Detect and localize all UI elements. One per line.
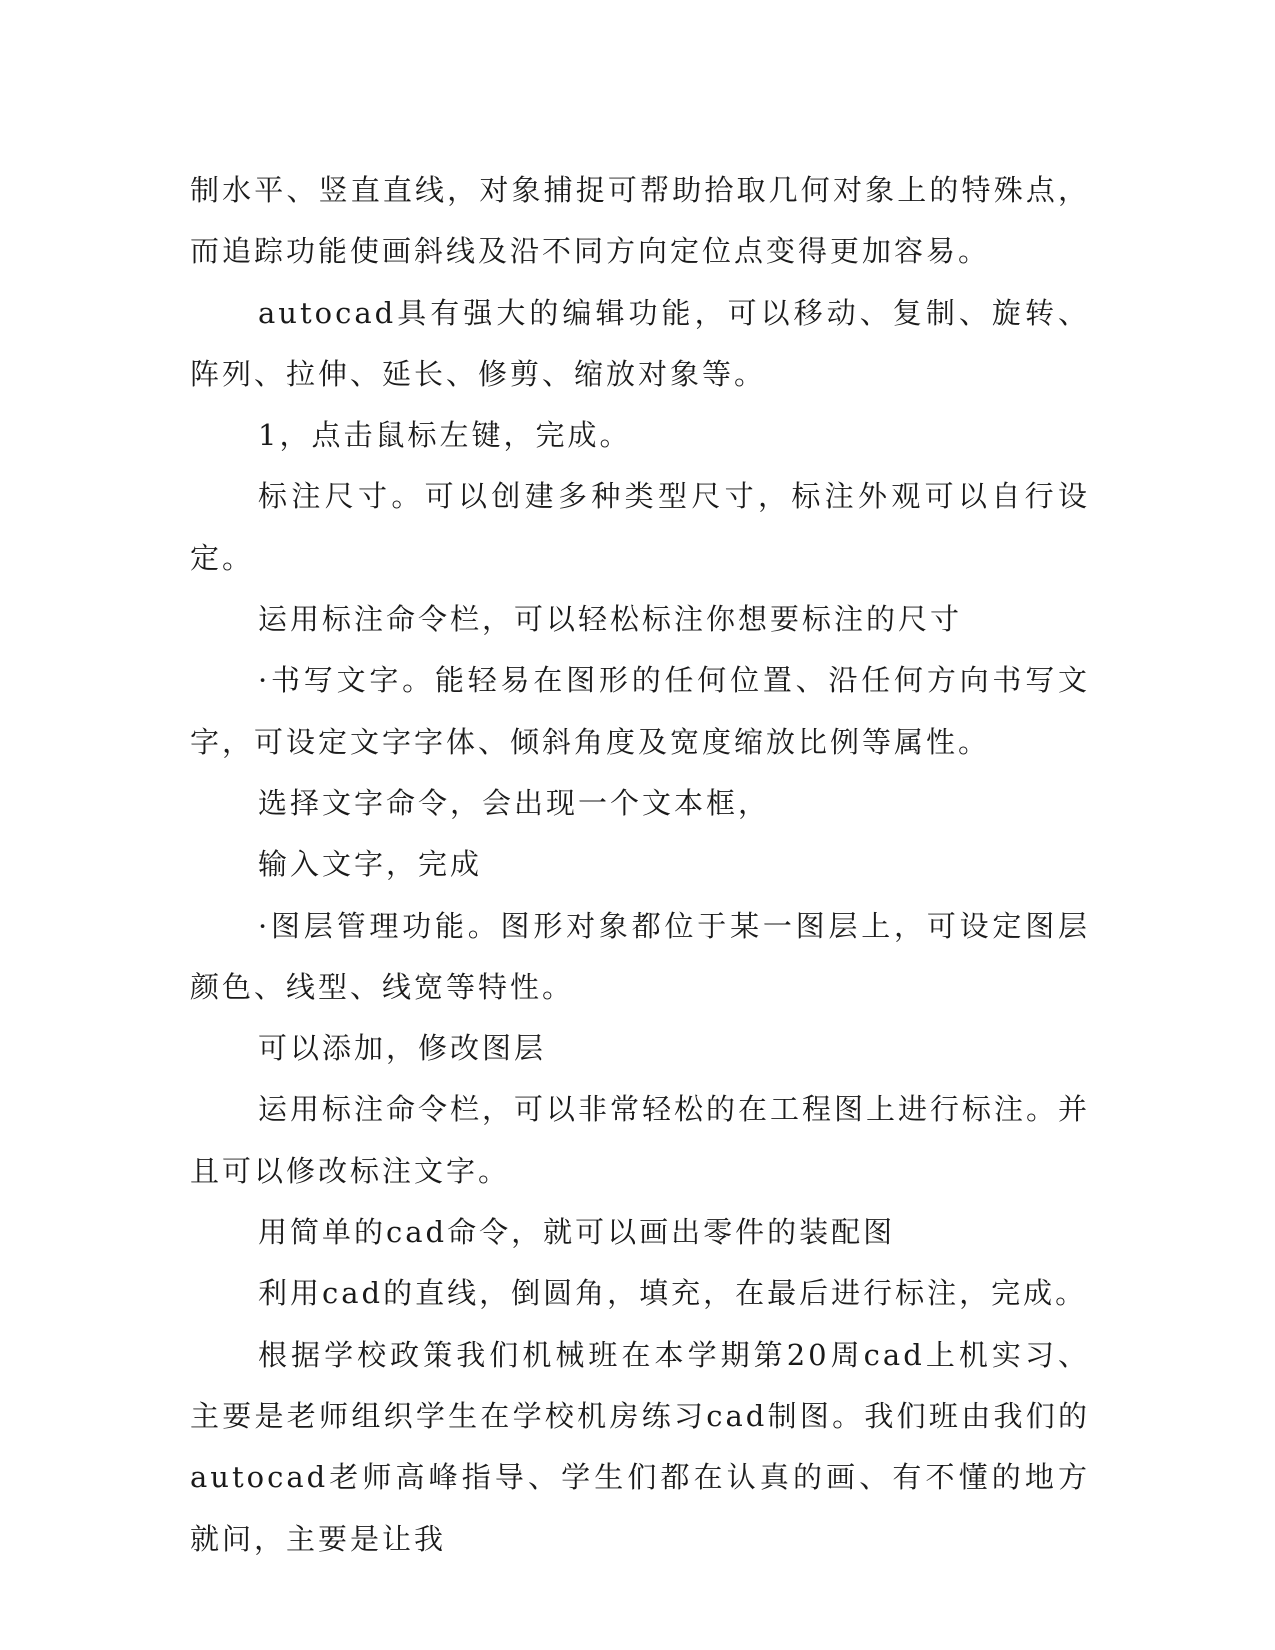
paragraph-7: 选择文字命令，会出现一个文本框， [258,785,771,820]
paragraph-1: 制水平、竖直直线，对象捕捉可帮助拾取几何对象上的特殊点，而追踪功能使画斜线及沿不同方向定位点变得更加容易。 [190,173,1090,269]
paragraph-5: 运用标注命令栏，可以轻松标注你想要标注的尺寸 [258,602,963,637]
paragraph-8: 输入文字，完成 [258,847,483,882]
paragraph-9: ·图层管理功能。图形对象都位于某一图层上，可设定图层颜色、线型、线宽等特性。 [190,908,1090,1004]
paragraph-6: ·书写文字。能轻易在图形的任何位置、沿任何方向书写文字，可设定文字字体、倾斜角度及宽度缩放比例等属性。 [190,663,1090,759]
paragraph-14: 根据学校政策我们机械班在本学期第20周cad上机实习、主要是老师组织学生在学校机房练习cad制图。我们班由我们的autocad老师高峰指导、学生们都在认真的画、有不懂的地方就问，主要是让我 [190,1337,1090,1556]
paragraph-4: 标注尺寸。可以创建多种类型尺寸，标注外观可以自行设定。 [190,479,1090,575]
paragraph-2: autocad具有强大的编辑功能，可以移动、复制、旋转、阵列、拉伸、延长、修剪、缩放对象等。 [190,295,1090,391]
document-body [190,160,1090,1570]
paragraph-10: 可以添加，修改图层 [258,1031,547,1066]
paragraph-13: 利用cad的直线，倒圆角，填充，在最后进行标注，完成。 [258,1276,1088,1311]
paragraph-11: 运用标注命令栏，可以非常轻松的在工程图上进行标注。并且可以修改标注文字。 [190,1092,1091,1188]
paragraph-12: 用简单的cad命令，就可以画出零件的装配图 [258,1215,896,1250]
paragraph-3: 1，点击鼠标左键，完成。 [258,418,632,453]
